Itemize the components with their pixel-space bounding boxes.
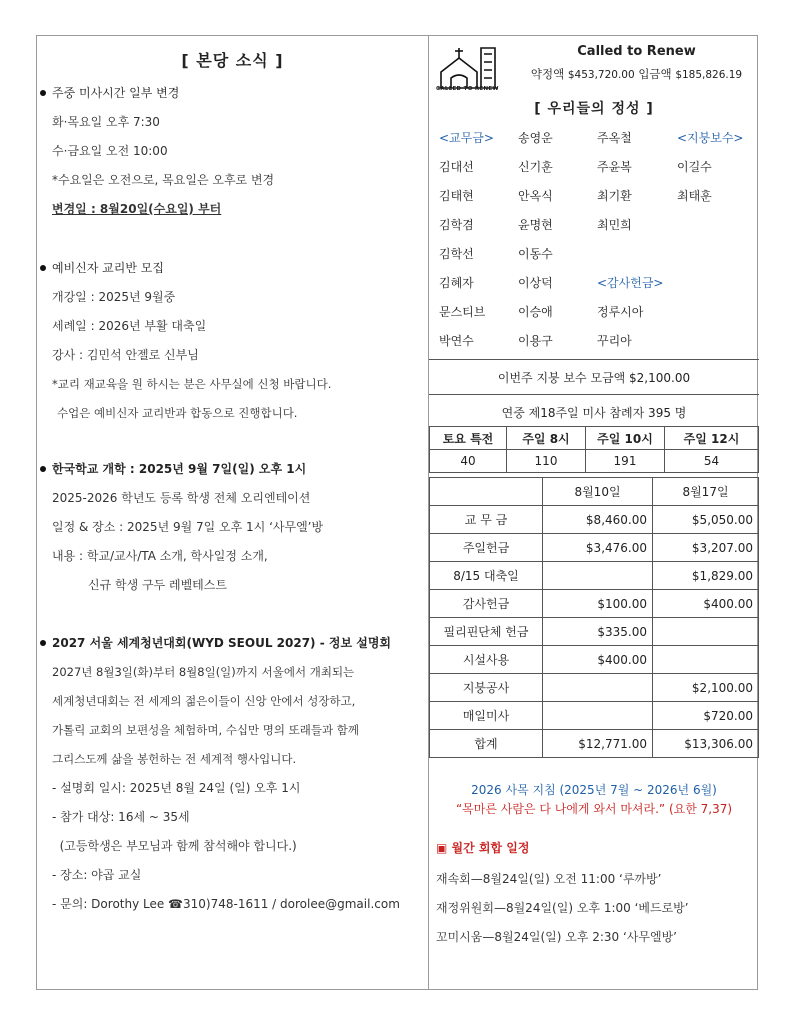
catechumen-section — [37, 258, 428, 428]
wyd-line: - 장소: 야곱 교실 — [52, 868, 142, 882]
finance-amount: $400.00 — [653, 590, 759, 618]
donor-name: 이승애 — [518, 305, 553, 319]
donor-name: 박연수 — [439, 334, 474, 348]
donor-name: 윤명현 — [518, 218, 553, 232]
donor-name: 안옥식 — [518, 189, 553, 203]
finance-row — [430, 646, 759, 674]
pledge-label: 약정액 — [530, 67, 565, 81]
donor-name: 주윤복 — [597, 160, 632, 174]
logo-caption: CALLED TO RENEW — [436, 86, 499, 92]
offerings-title: [ 우리들의 정성 ] — [534, 101, 654, 117]
finance-row — [430, 590, 759, 618]
name-row — [439, 182, 754, 211]
finance-row — [430, 702, 759, 730]
finance-amount — [543, 702, 653, 730]
finance-header: 8월17일 — [653, 478, 759, 506]
korean-school-indent-line: 신규 학생 구두 레벨테스트 — [88, 578, 227, 592]
finance-header-row — [430, 478, 759, 506]
finance-amount — [543, 674, 653, 702]
finance-amount: $3,476.00 — [543, 534, 653, 562]
donor-name: 김학겸 — [439, 218, 474, 232]
donor-name: 이동수 — [518, 247, 553, 261]
finance-amount — [653, 646, 759, 674]
finance-amount: $3,207.00 — [653, 534, 759, 562]
wyd-line: 2027년 8월3일(화)부터 8월8일(일)까지 서울에서 개최되는 — [52, 665, 355, 679]
wyd-line: - 설명회 일시: 2025년 8월 24일 (일) 오후 1시 — [52, 781, 301, 795]
pledge-amount: $453,720.00 — [567, 69, 635, 81]
divider-line — [429, 394, 759, 395]
mass-change-line: 화·목요일 오후 7:30 — [52, 115, 160, 129]
catechumen-line: 강사 : 김민석 안젤로 신부님 — [52, 348, 199, 362]
attendance-value-row — [430, 450, 759, 473]
catechumen-heading-text: 예비신자 교리반 모집 — [52, 261, 164, 275]
finance-label: 필리핀단체 헌금 — [430, 618, 543, 646]
donor-name — [677, 211, 754, 240]
attendance-table — [429, 426, 759, 473]
campaign-amounts — [514, 66, 759, 82]
attendance-title: 연중 제18주일 미사 참례자 395 명 — [501, 406, 687, 420]
name-row — [439, 153, 754, 182]
finance-label: 8/15 대축일 — [430, 562, 543, 590]
donor-name: 김학선 — [439, 247, 474, 261]
finance-label: 지붕공사 — [430, 674, 543, 702]
name-row — [439, 124, 754, 153]
category-label: <교무금> — [439, 131, 494, 145]
schedule-item: 재정위원회—8월24일(일) 오후 1:00 ‘베드로방’ — [436, 901, 689, 915]
bulletin-page — [36, 35, 758, 990]
divider-line — [429, 359, 759, 360]
catechumen-line: 개강일 : 2025년 9월중 — [52, 290, 176, 304]
korean-school-section — [37, 459, 428, 600]
attendance-header: 주일 10시 — [586, 427, 665, 450]
donor-name: 신기훈 — [518, 160, 553, 174]
attendance-header-row — [430, 427, 759, 450]
donor-name: 이용구 — [518, 334, 553, 348]
finance-amount: $2,100.00 — [653, 674, 759, 702]
name-row — [439, 240, 754, 269]
schedule-item: 꼬미시움—8월24일(일) 오후 2:30 ‘사무엘방’ — [436, 930, 677, 944]
donor-name: 최태훈 — [677, 189, 712, 203]
finance-label: 합계 — [430, 730, 543, 758]
name-row — [439, 269, 754, 298]
mass-change-section — [37, 83, 428, 224]
offerings-column — [429, 36, 759, 989]
finance-row — [430, 562, 759, 590]
finance-amount: $400.00 — [543, 646, 653, 674]
received-amount: $185,826.19 — [675, 69, 743, 81]
korean-school-heading-text: 한국학교 개학 : 2025년 9월 7일(일) 오후 1시 — [52, 462, 307, 476]
donor-name: 김혜자 — [439, 276, 474, 290]
square-bullet-icon: ▣ — [436, 841, 448, 855]
donor-name — [677, 269, 754, 298]
mass-change-line: 수·금요일 오전 10:00 — [52, 144, 168, 158]
donor-name — [597, 240, 677, 269]
korean-school-line: 2025-2026 학년도 등록 학생 전체 오리엔테이션 — [52, 491, 311, 505]
mass-change-heading-text: 주중 미사시간 일부 변경 — [52, 86, 180, 100]
attendance-header: 주일 8시 — [507, 427, 586, 450]
donor-name: 주옥철 — [597, 131, 632, 145]
finance-label: 주일헌금 — [430, 534, 543, 562]
finance-amount — [653, 618, 759, 646]
donor-name: 송영운 — [518, 131, 553, 145]
finance-label: 매일미사 — [430, 702, 543, 730]
bullet-icon — [40, 466, 46, 472]
wyd-line: 가톨릭 교회의 보편성을 체험하며, 수십만 명의 또래들과 함께 — [52, 723, 359, 737]
wyd-heading-text: 2027 서울 세계청년대회(WYD SEOUL 2027) - 정보 설명회 — [52, 636, 392, 650]
attendance-value: 54 — [665, 450, 759, 473]
donor-name: 정루시아 — [597, 305, 644, 319]
catechumen-line: *교리 재교육을 원 하시는 분은 사무실에 신청 바랍니다. — [52, 377, 332, 391]
finance-row — [430, 534, 759, 562]
bullet-icon — [40, 265, 46, 271]
finance-total-row — [430, 730, 759, 758]
bullet-icon — [40, 90, 46, 96]
wyd-heading — [37, 633, 428, 653]
parish-news-title: [ 본당 소식 ] — [181, 51, 284, 70]
donor-name — [677, 327, 754, 356]
finance-amount: $1,829.00 — [653, 562, 759, 590]
finance-row — [430, 674, 759, 702]
donor-name — [677, 240, 754, 269]
pastoral-guideline: 2026 사목 지침 (2025년 7월 ~ 2026년 6월) — [471, 783, 717, 797]
donor-name: 문스티브 — [439, 305, 486, 319]
schedule-heading — [436, 839, 529, 856]
attendance-value: 40 — [430, 450, 507, 473]
finance-header — [430, 478, 543, 506]
scripture-quote: “목마른 사람은 다 나에게 와서 마셔라.” (요한 7,37) — [455, 802, 733, 816]
donor-name — [677, 298, 754, 327]
finance-table — [429, 477, 759, 758]
wyd-section — [37, 633, 428, 919]
finance-row — [430, 506, 759, 534]
category-label: <지붕보수> — [677, 131, 744, 145]
donor-name: 이상덕 — [518, 276, 553, 290]
mass-change-heading — [37, 83, 428, 103]
finance-header: 8월10일 — [543, 478, 653, 506]
donor-name: 꾸리아 — [597, 334, 632, 348]
parish-news-column — [37, 36, 428, 989]
category-label: <감사헌금> — [597, 276, 664, 290]
attendance-header: 토요 특전 — [430, 427, 507, 450]
finance-amount: $12,771.00 — [543, 730, 653, 758]
donor-name: 최기환 — [597, 189, 632, 203]
wyd-line: 세계청년대회는 전 세계의 젊은이들이 신앙 안에서 성장하고, — [52, 694, 356, 708]
finance-amount: $13,306.00 — [653, 730, 759, 758]
mass-change-effective: 변경일 : 8월20일(수요일) 부터 — [52, 202, 222, 216]
donor-name: 김태현 — [439, 189, 474, 203]
donor-names — [439, 124, 754, 356]
finance-label: 시설사용 — [430, 646, 543, 674]
finance-amount: $335.00 — [543, 618, 653, 646]
finance-amount: $100.00 — [543, 590, 653, 618]
korean-school-line: 일정 & 장소 : 2025년 9월 7일 오후 1시 ‘사무엘’방 — [52, 520, 324, 534]
finance-amount: $5,050.00 — [653, 506, 759, 534]
wyd-line: - 참가 대상: 16세 ~ 35세 — [52, 810, 190, 824]
wyd-line: (고등학생은 부모님과 함께 참석해야 합니다.) — [52, 839, 297, 853]
catechumen-heading — [37, 258, 428, 278]
finance-label: 감사헌금 — [430, 590, 543, 618]
finance-amount — [543, 562, 653, 590]
schedule-heading-text: 월간 회합 일정 — [451, 841, 530, 855]
wyd-line: 그리스도께 삶을 봉헌하는 전 세계적 행사입니다. — [52, 752, 297, 766]
catechumen-indent-line: 수업은 예비신자 교리반과 합동으로 진행합니다. — [57, 406, 298, 420]
korean-school-line: 내용 : 학교/교사/TA 소개, 학사일정 소개, — [52, 549, 268, 563]
mass-change-line: *수요일은 오전으로, 목요일은 오후로 변경 — [52, 173, 275, 187]
donor-name: 최민희 — [597, 218, 632, 232]
finance-amount: $8,460.00 — [543, 506, 653, 534]
name-row — [439, 298, 754, 327]
donor-name: 김대선 — [439, 160, 474, 174]
attendance-value: 110 — [507, 450, 586, 473]
received-label: 입금액 — [638, 67, 672, 81]
finance-row — [430, 618, 759, 646]
name-row — [439, 327, 754, 356]
catechumen-line: 세례일 : 2026년 부활 대축일 — [52, 319, 207, 333]
roof-fund-total: 이번주 지붕 보수 모금액 $2,100.00 — [497, 371, 691, 385]
attendance-value: 191 — [586, 450, 665, 473]
korean-school-heading — [37, 459, 428, 479]
wyd-contact-line: - 문의: Dorothy Lee ☎310)748-1611 / dorolee@gmail.com — [52, 897, 400, 911]
campaign-title: Called to Renew — [577, 44, 696, 59]
schedule-item: 재속회—8월24일(일) 오전 11:00 ‘루까방’ — [436, 872, 662, 886]
finance-label: 교 무 금 — [430, 506, 543, 534]
bullet-icon — [40, 640, 46, 646]
name-row — [439, 211, 754, 240]
donor-name: 이길수 — [677, 160, 712, 174]
attendance-header: 주일 12시 — [665, 427, 759, 450]
finance-amount: $720.00 — [653, 702, 759, 730]
